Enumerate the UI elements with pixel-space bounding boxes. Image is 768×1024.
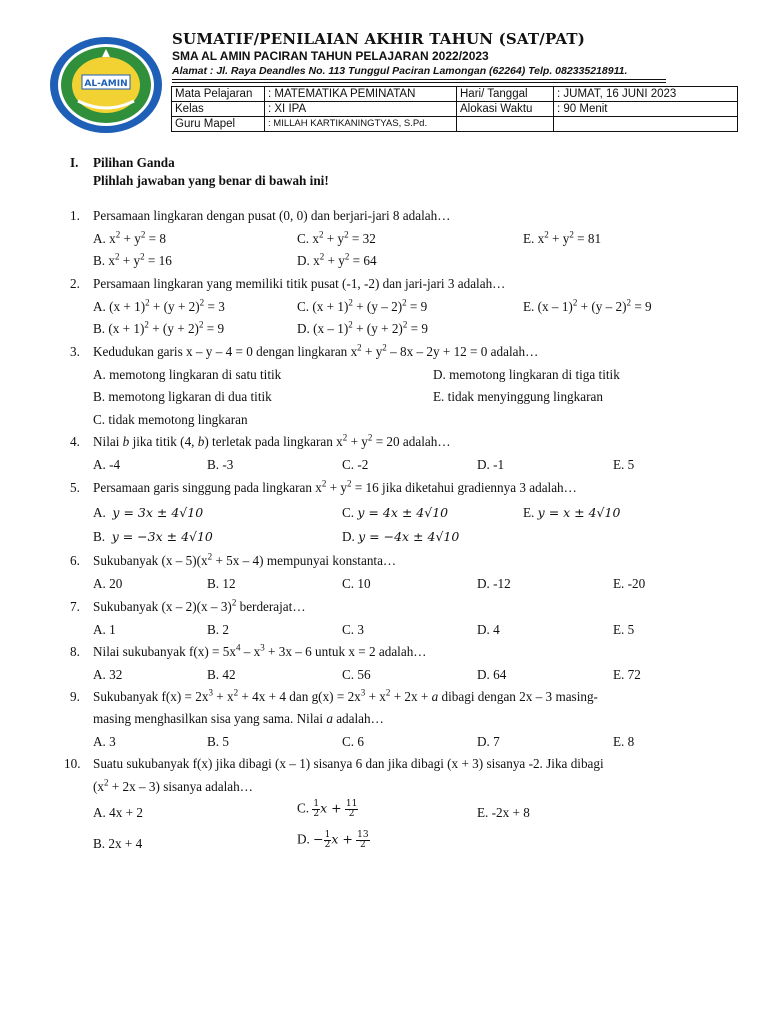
kelas-label: Kelas	[172, 102, 265, 117]
section-number: I.	[70, 155, 79, 170]
school-logo	[48, 35, 164, 135]
option-b[interactable]: B. $x^2 + y^2 = 16$	[93, 251, 172, 268]
question-number: 7.	[70, 599, 80, 614]
option-d[interactable]: D. y = −4x ± 4√10	[342, 529, 460, 544]
option-d[interactable]: D. 4	[477, 622, 500, 637]
question-number: 8.	[70, 644, 80, 659]
question-text: Sukubanyak (x – 2)(x – 3)$^2$ berderajat…	[93, 597, 306, 614]
section-title: Pilihan Ganda	[93, 155, 175, 170]
option-d[interactable]: D. -12	[477, 576, 511, 591]
option-b[interactable]: B. 12	[207, 576, 236, 591]
option-c[interactable]: C. 3	[342, 622, 364, 637]
option-c[interactable]: C. 6	[342, 734, 364, 749]
option-c[interactable]: C. $x^2 + y^2 = 32$	[297, 229, 376, 246]
question-number: 3.	[70, 344, 80, 359]
option-d[interactable]: D. memotong lingkaran di tiga titik	[433, 367, 620, 382]
question-number: 2.	[70, 276, 80, 291]
option-c[interactable]: C. y = 4x ± 4√10	[342, 505, 449, 520]
option-c[interactable]: C. $\frac{1}{2}$ x + $\frac{11}{2}$	[297, 799, 358, 819]
option-e[interactable]: E. 72	[613, 667, 641, 682]
guru-value: : MILLAH KARTIKANINGTYAS, S.Pd.	[265, 117, 457, 132]
option-e[interactable]: E. 5	[613, 457, 635, 472]
option-d[interactable]: D. $x^2 + y^2 = 64$	[297, 251, 377, 268]
option-e[interactable]: E. -20	[613, 576, 646, 591]
waktu-value: : 90 Menit	[554, 102, 738, 117]
question-text: Persamaan lingkaran yang memiliki titik pusat (-1, -2) dan jari-jari 3 adalah…	[93, 276, 506, 291]
option-c[interactable]: C. 56	[342, 667, 371, 682]
guru-label: Guru Mapel	[172, 117, 265, 132]
question-number: 9.	[70, 689, 80, 704]
question-text: Nilai sukubanyak $f(x) = 5x^4 - x^3 + 3x - 6$ untuk x = 2 adalah…	[93, 642, 427, 659]
exam-info-table	[171, 86, 738, 132]
waktu-label: Alokasi Waktu	[457, 102, 554, 117]
option-b[interactable]: B. y = −3x ± 4√10	[93, 529, 213, 544]
option-d[interactable]: D. -1	[477, 457, 505, 472]
section-instruction: Plihlah jawaban yang benar di bawah ini!	[93, 173, 329, 188]
school-address: Alamat : Jl. Raya Deandles No. 113 Tunggul Paciran Lamongan (62264) Telp. 082335218911.	[172, 65, 628, 77]
option-c[interactable]: C. -2	[342, 457, 369, 472]
logo-text: AL-AMIN	[84, 79, 128, 89]
option-b[interactable]: B. -3	[207, 457, 234, 472]
mapel-value: : MATEMATIKA PEMINATAN	[265, 87, 457, 102]
question-text: Persamaan lingkaran dengan pusat (0, 0) dan berjari-jari 8 adalah…	[93, 208, 451, 223]
option-b[interactable]: B. 2x + 4	[93, 836, 143, 851]
option-e[interactable]: E. 5	[613, 622, 635, 637]
mapel-label: Mata Pelajaran	[172, 87, 265, 102]
option-d[interactable]: D. $(x - 1)^2 + (y + 2)^2 = 9$	[297, 319, 428, 336]
option-e[interactable]: E. 8	[613, 734, 635, 749]
school-name: SMA AL AMIN PACIRAN TAHUN PELAJARAN 2022/2023	[172, 49, 489, 63]
header-rule-thin	[172, 82, 666, 83]
option-a[interactable]: A. 20	[93, 576, 123, 591]
question-number: 5.	[70, 480, 80, 495]
exam-title: SUMATIF/PENILAIAN AKHIR TAHUN (SAT/PAT)	[172, 30, 586, 48]
option-a[interactable]: A. $x^2 + y^2 = 8$	[93, 229, 166, 246]
hari-label: Hari/ Tanggal	[457, 87, 554, 102]
option-c[interactable]: C. 10	[342, 576, 371, 591]
question-text: Suatu sukubanyak f(x) jika dibagi (x – 1) sisanya 6 dan jika dibagi (x + 3) sisanya -2. Jika dibagi	[93, 756, 604, 771]
option-a[interactable]: A. 4x + 2	[93, 805, 143, 820]
question-number: 10.	[64, 756, 81, 771]
option-a[interactable]: A. 32	[93, 667, 123, 682]
question-number: 4.	[70, 434, 80, 449]
option-b[interactable]: B. $(x + 1)^2 + (y + 2)^2 = 9$	[93, 319, 225, 336]
option-b[interactable]: B. memotong ligkaran di dua titik	[93, 389, 272, 404]
question-number: 6.	[70, 553, 80, 568]
option-b[interactable]: B. 42	[207, 667, 236, 682]
option-a[interactable]: A. 1	[93, 622, 116, 637]
option-e[interactable]: E. (x – 1)$^2$ + (y – 2)$^2$ = 9	[523, 297, 652, 314]
question-number: 1.	[70, 208, 80, 223]
option-e[interactable]: E. -2x + 8	[477, 805, 530, 820]
option-c[interactable]: C. $(x + 1)^2 + (y - 2)^2 = 9$	[297, 297, 428, 314]
question-text: Persamaan garis singgung pada lingkaran $x^2 + y^2 = 16$ jika diketahui gradiennya 3 adalah…	[93, 478, 577, 495]
option-e[interactable]: E. y = x ± 4√10	[523, 505, 621, 520]
question-text-cont: $(x^2 + 2x - 3)$ sisanya adalah…	[93, 777, 253, 794]
option-a[interactable]: A. $(x + 1)^2 + (y + 2)^2 = 3$	[93, 297, 225, 314]
question-text: Sukubanyak $f(x) = 2x^3 + x^2 + 4x + 4$ dan $g(x) = 2x^3 + x^2 + 2x + a$ dibagi dengan 2x – 3 masing-	[93, 687, 598, 704]
option-e[interactable]: E. tidak menyinggung lingkaran	[433, 389, 603, 404]
option-a[interactable]: A. memotong lingkaran di satu titik	[93, 367, 282, 382]
option-a[interactable]: A. -4	[93, 457, 121, 472]
option-d[interactable]: D. 64	[477, 667, 507, 682]
question-text: Nilai b jika titik (4, b) terletak pada lingkaran $x^2 + y^2 = 20$ adalah…	[93, 432, 451, 449]
option-b[interactable]: B. 5	[207, 734, 229, 749]
empty-cell	[457, 117, 554, 132]
option-e[interactable]: E. $x^2 + y^2 = 81$	[523, 229, 602, 246]
question-text: Sukubanyak $(x - 5)(x^2 + 5x - 4)$ mempunyai konstanta…	[93, 551, 397, 568]
header-rule	[172, 79, 666, 80]
hari-value: : JUMAT, 16 JUNI 2023	[554, 87, 738, 102]
empty-cell	[554, 117, 738, 132]
option-d[interactable]: D. − $\frac{1}{2}$ x + $\frac{13}{2}$	[297, 830, 369, 850]
option-d[interactable]: D. 7	[477, 734, 500, 749]
option-a[interactable]: A. 3	[93, 734, 116, 749]
option-b[interactable]: B. 2	[207, 622, 229, 637]
option-a[interactable]: A. y = 3x ± 4√10	[93, 505, 204, 520]
option-c[interactable]: C. tidak memotong lingkaran	[93, 412, 248, 427]
question-text-cont: masing menghasilkan sisa yang sama. Nilai a adalah…	[93, 711, 384, 726]
question-text: Kedudukan garis x – y – 4 = 0 dengan lingkaran $x^2 + y^2 - 8x - 2y + 12 = 0$ adalah…	[93, 342, 539, 359]
kelas-value: : XI IPA	[265, 102, 457, 117]
